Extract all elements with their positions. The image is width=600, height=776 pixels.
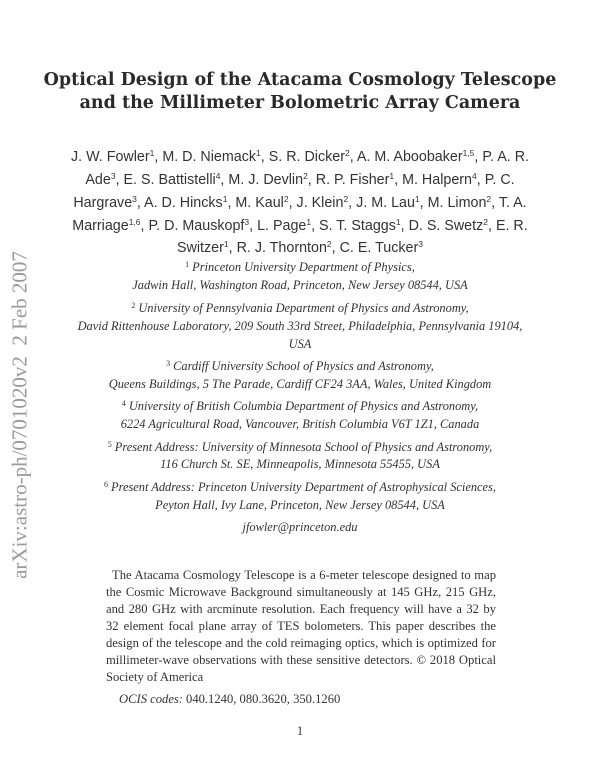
author-name: D. S. Swetz [408,218,484,234]
author-separator: , [474,149,483,165]
author-separator: , [348,195,357,211]
author-affiliation-mark: 3 [418,239,423,249]
affiliation-number: 3 [166,359,171,368]
author-affiliation-mark: 3 [110,171,116,181]
author-affiliation-mark: 1,6 [128,217,141,227]
author-name: T. A. [498,195,527,211]
author-affiliation-mark: 1 [389,171,395,181]
author-name: P. D. Mauskopf [148,218,245,234]
affiliation-line [0,479,600,495]
affiliation-text: University of Pennsylvania Department of Physics and Astronomy, [138,301,469,315]
affiliation-text: 116 Church St. SE, Minneapolis, Minnesota 55455, USA [160,457,440,471]
contact-email[interactable]: jfowler@princeton.edu [242,520,358,534]
author-affiliation-mark: 2 [343,194,349,204]
affiliation-number: 2 [131,301,136,310]
author-affiliation-mark: 2 [303,171,308,181]
paper-title-line-2: and the Millimeter Bolometric Array Camera [79,93,521,113]
author-name: L. Page [257,218,307,234]
affiliation-text: Queens Buildings, 5 The Parade, Cardiff CF24 3AA, Wales, United Kingdom [108,377,492,391]
author-name: P. C. [484,172,515,188]
author-line [0,238,600,258]
author-name: M. Kaul [235,195,284,211]
affiliation-line [0,398,600,414]
author-separator: , [260,149,269,165]
author-affiliation-mark: 1 [149,148,155,158]
author-separator: , [307,172,316,188]
author-separator: , [136,195,145,211]
author-affiliation-mark: 2 [483,217,488,227]
author-name: P. A. R. [482,149,529,165]
author-separator: , [349,149,357,165]
ocis-label: OCIS codes: [119,692,184,706]
author-separator: , [311,218,320,234]
author-name: M. D. Niemack [162,149,257,165]
affiliation-number: 5 [107,440,112,449]
author-line [0,147,600,167]
affiliation-text: Cardiff University School of Physics and Astronomy, [173,359,434,373]
author-affiliation-mark: 2 [486,194,492,204]
author-name: A. M. Aboobaker [356,149,463,165]
affiliation-number: 1 [185,260,190,269]
affiliation-line [0,456,600,472]
author-affiliation-mark: 1,5 [462,148,475,158]
author-name: M. Halpern [402,172,472,188]
affiliation-line [0,497,600,513]
author-separator: , [115,172,124,188]
author-affiliation-mark: 2 [345,148,350,158]
author-separator: , [491,195,499,211]
author-separator: , [249,218,258,234]
author-name: J. W. Fowler [70,149,150,165]
author-name: Switzer [177,240,224,256]
author-name: E. R. [495,218,528,234]
author-separator: , [140,218,149,234]
paper-title-line-1: Optical Design of the Atacama Cosmology Telescope [43,70,557,90]
affiliation-number: 4 [121,399,126,408]
author-separator: , [394,172,403,188]
author-name: Marriage [72,218,129,234]
author-affiliation-mark: 1 [395,217,401,227]
author-affiliation-mark: 1 [223,239,229,249]
abstract-line: millimeter-wave observations with these sensitive detectors. © 2018 Optical [106,653,496,667]
affiliation-text: USA [288,337,312,351]
abstract-line: the Cosmic Microwave Background simultaneously at 145 GHz, 215 GHz, [106,585,496,599]
author-name: Ade [85,172,111,188]
author-affiliation-mark: 2 [326,239,332,249]
author-separator: , [400,218,409,234]
ocis-codes [119,692,340,707]
author-line [0,170,600,190]
author-affiliation-mark: 4 [215,171,221,181]
author-name: S. R. Dicker [268,149,345,165]
author-affiliation-mark: 1 [306,217,312,227]
affiliation-line [0,259,600,275]
affiliation-line [0,439,600,455]
author-separator: , [476,172,485,188]
author-affiliation-mark: 1 [414,194,420,204]
affiliation-number: 6 [104,480,109,489]
arxiv-stamp: arXiv:astro-ph/0701020v2 2 Feb 2007 [7,251,32,579]
abstract-line: The Atacama Cosmology Telescope is a 6-meter telescope designed to map [112,568,496,582]
ocis-value: 040.1240, 080.3620, 350.1260 [186,692,341,706]
author-name: C. E. Tucker [339,240,419,256]
author-separator: , [227,195,236,211]
author-separator: , [487,218,496,234]
affiliation-text: Jadwin Hall, Washington Road, Princeton, New Jersey 08544, USA [132,278,468,292]
author-name: E. S. Battistelli [123,172,216,188]
author-name: R. J. Thornton [236,240,327,256]
author-separator: , [419,195,428,211]
author-name: A. D. Hincks [144,195,223,211]
affiliation-text: University of British Columbia Department of Physics and Astronomy, [128,399,479,413]
author-line [0,193,600,213]
affiliation-text: Present Address: University of Minnesota School of Physics and Astronomy, [114,440,493,454]
affiliation-text: 6224 Agricultural Road, Vancouver, British Columbia V6T 1Z1, Canada [120,417,480,431]
author-affiliation-mark: 1 [256,148,261,158]
author-affiliation-mark: 3 [132,194,137,204]
author-name: S. T. Staggs [319,218,396,234]
author-separator: , [288,195,297,211]
page-number: 1 [296,724,304,738]
affiliation-line [0,318,600,334]
author-affiliation-mark: 3 [244,217,250,227]
author-separator: , [220,172,229,188]
author-line [0,216,600,236]
affiliation-text: Present Address: Princeton University Department of Astrophysical Sciences, [111,480,496,494]
affiliation-line [0,416,600,432]
author-name: J. Klein [296,195,344,211]
affiliation-line [0,277,600,293]
abstract-line: 32 element focal plane array of TES bolometers. This paper describes the [106,619,496,633]
affiliation-text: Peyton Hall, Ivy Lane, Princeton, New Jersey 08544, USA [155,498,445,512]
author-affiliation-mark: 4 [472,171,477,181]
abstract-line: and 280 GHz with arcminute resolution. Each frequency will have a 32 by [106,602,496,616]
author-separator: , [154,149,163,165]
affiliation-line [0,300,600,316]
author-name: J. M. Lau [356,195,415,211]
affiliation-line [0,336,600,352]
author-affiliation-mark: 2 [283,194,289,204]
affiliation-line [0,376,600,392]
affiliation-text: David Rittenhouse Laboratory, 209 South 33rd Street, Philadelphia, Pennsylvania 19104, [77,319,523,333]
abstract-line: design of the telescope and the cold reimaging optics, which is optimized for [106,636,496,650]
author-name: M. J. Devlin [228,172,304,188]
author-name: Hargrave [73,195,133,211]
author-name: R. P. Fisher [315,172,390,188]
author-separator: , [228,240,237,256]
author-separator: , [331,240,340,256]
affiliation-line [0,358,600,374]
affiliation-text: Princeton University Department of Physics, [192,260,415,274]
author-affiliation-mark: 1 [222,194,228,204]
abstract-line: Society of America [106,670,204,684]
author-name: M. Limon [427,195,487,211]
